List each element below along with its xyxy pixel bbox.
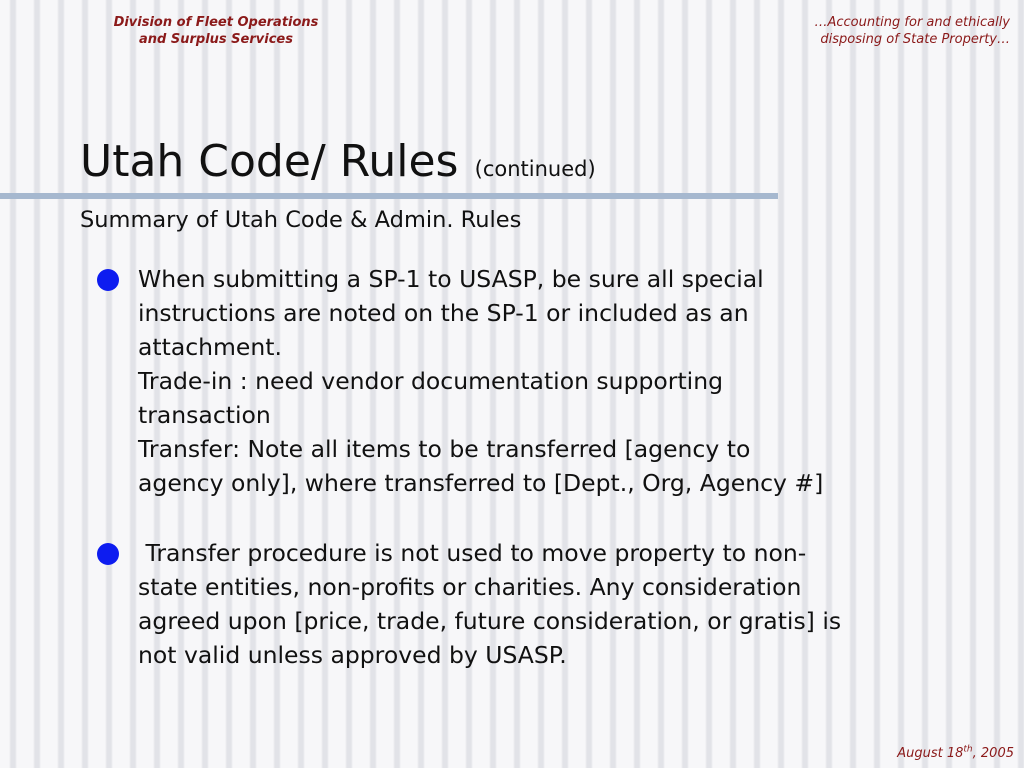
bullet-line: state entities, non-profits or charities. Any consideration <box>138 573 802 601</box>
bullet-line: Transfer: Note all items to be transferred [agency to <box>138 435 751 463</box>
tagline <box>710 14 1010 48</box>
tagline-line-1: …Accounting for and ethically <box>814 15 1010 30</box>
bullet-line: agreed upon [price, trade, future consideration, or gratis] is <box>138 607 842 635</box>
bullet-line: attachment. <box>138 333 282 361</box>
bullet-dot-icon <box>97 269 119 291</box>
footer-date-year: , 2005 <box>972 746 1014 761</box>
title-underline <box>0 193 778 199</box>
slide-title-note: (continued) <box>474 157 596 181</box>
slide-title-text: Utah Code/ Rules <box>80 136 459 187</box>
footer-date <box>897 745 1014 762</box>
footer-date-ordinal: th <box>963 744 973 755</box>
organization-line-2: and Surplus Services <box>139 32 293 47</box>
slide-subtitle: Summary of Utah Code & Admin. Rules <box>80 207 522 233</box>
bullet-line: transaction <box>138 401 271 429</box>
tagline-line-2: disposing of State Property… <box>820 32 1010 47</box>
footer-date-prefix: August 18 <box>897 746 964 761</box>
bullet-line: Trade-in : need vendor documentation supporting <box>138 367 723 395</box>
bullet-line: instructions are noted on the SP-1 or included as an <box>138 299 749 327</box>
organization-name <box>80 14 352 48</box>
organization-line-1: Division of Fleet Operations <box>113 15 319 30</box>
bullet-line: When submitting a SP-1 to USASP, be sure all special <box>138 265 764 293</box>
bullet-line: agency only], where transferred to [Dept., Org, Agency #] <box>138 469 824 497</box>
bullet-item <box>138 536 1008 672</box>
bullet-item <box>138 262 1008 500</box>
bullet-dot-icon <box>97 543 119 565</box>
bullet-line: not valid unless approved by USASP. <box>138 641 567 669</box>
slide-title <box>80 136 596 188</box>
bullet-line: Transfer procedure is not used to move property to non- <box>138 539 807 567</box>
